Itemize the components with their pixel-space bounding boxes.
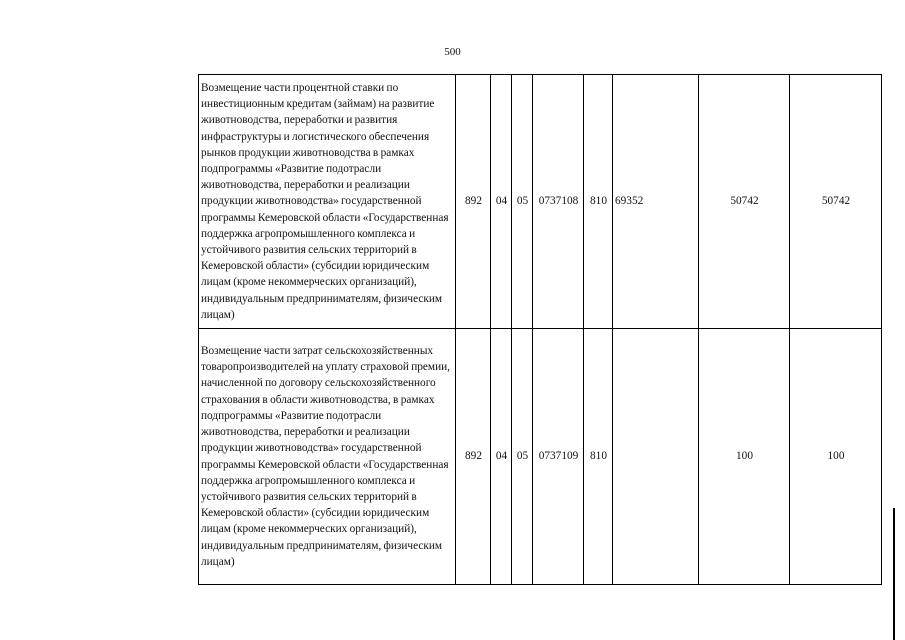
subsection-code: 05 — [512, 75, 533, 329]
ministry-code: 892 — [456, 75, 491, 329]
budget-table — [198, 74, 882, 585]
amount-1: 69352 — [613, 75, 699, 329]
amount-3: 100 — [790, 329, 882, 585]
amount-1 — [613, 329, 699, 585]
amount-2: 50742 — [699, 75, 790, 329]
table-row — [199, 75, 882, 329]
amount-2: 100 — [699, 329, 790, 585]
target-article-code: 0737109 — [533, 329, 584, 585]
scan-edge-mark — [893, 508, 895, 640]
section-code: 04 — [491, 329, 512, 585]
amount-3: 50742 — [790, 75, 882, 329]
expense-type-code: 810 — [584, 329, 613, 585]
row-description: Возмещение части затрат сельскохозяйственных товаропроизводителей на уплату страховой премии, начисленной по договору сельскохозяйственного страхования в области животноводства, в рамках подпрограммы «Развитие подотрасли животноводства, переработки и реализации продукции животноводства» государственной программы Кемеровской области «Государственная поддержка агропромышленного комплекса и устойчивого развития сельских территорий в Кемеровской области» (субсидии юридическим лицам (кроме некоммерческих организаций), индивидуальным предпринимателям, физическим лицам) — [199, 329, 456, 585]
subsection-code: 05 — [512, 329, 533, 585]
expense-type-code: 810 — [584, 75, 613, 329]
table-row — [199, 329, 882, 585]
section-code: 04 — [491, 75, 512, 329]
ministry-code: 892 — [456, 329, 491, 585]
target-article-code: 0737108 — [533, 75, 584, 329]
page-number: 500 — [444, 46, 461, 58]
row-description: Возмещение части процентной ставки по инвестиционным кредитам (займам) на развитие животноводства, переработки и развития инфраструктуры и логистического обеспечения рынков продукции животноводства в рамках подпрограммы «Развитие подотрасли животноводства, переработки и реализации продукции животноводства» государственной программы Кемеровской области «Государственная поддержка агропромышленного комплекса и устойчивого развития сельских территорий в Кемеровской области» (субсидии юридическим лицам (кроме некоммерческих организаций), индивидуальным предпринимателям, физическим лицам) — [199, 75, 456, 329]
